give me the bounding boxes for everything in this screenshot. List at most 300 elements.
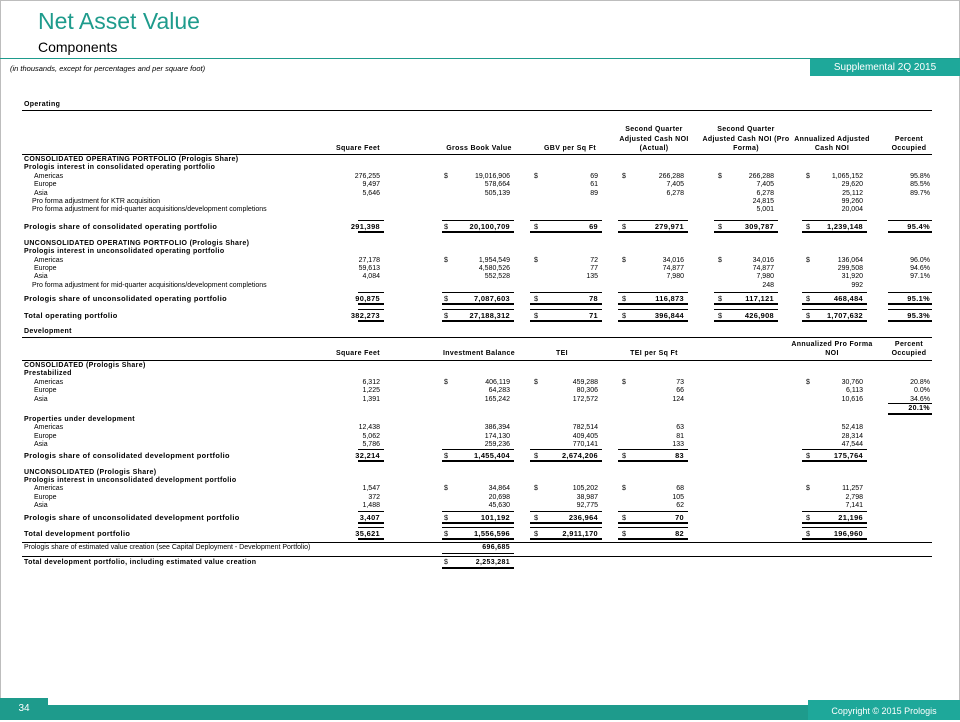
dollar-sign: $ bbox=[806, 378, 810, 386]
cell-value: 27,188,312 bbox=[469, 311, 510, 321]
cell-value: 81 bbox=[676, 432, 684, 440]
row-label: Europe bbox=[34, 387, 57, 395]
row-label: Asia bbox=[34, 441, 48, 449]
cell-value: 82 bbox=[675, 528, 684, 538]
cell-value: 1,391 bbox=[362, 395, 380, 403]
total-box bbox=[358, 511, 384, 524]
cell-value: 20,100,709 bbox=[469, 221, 510, 231]
cell-value: 12,438 bbox=[358, 424, 380, 432]
supplemental-badge: Supplemental 2Q 2015 bbox=[810, 59, 960, 76]
cell-value: 1,239,148 bbox=[826, 221, 863, 231]
dollar-sign: $ bbox=[534, 528, 539, 538]
column-header: Second Quarter Adjusted Cash NOI (Pro Forma) bbox=[702, 126, 790, 153]
section-title: Operating bbox=[24, 101, 61, 108]
table-row bbox=[22, 396, 932, 404]
total-box bbox=[530, 511, 602, 524]
total-box bbox=[358, 292, 384, 305]
cell-value: 34,016 bbox=[662, 256, 684, 264]
cell-value: 505,139 bbox=[484, 189, 510, 197]
table-row bbox=[22, 424, 932, 432]
column-header: Gross Book Value bbox=[446, 145, 512, 153]
units-note: (in thousands, except for percentages and per square foot) bbox=[10, 64, 206, 73]
cell-value: 5,001 bbox=[756, 206, 774, 214]
table-row bbox=[22, 257, 932, 265]
table-row bbox=[22, 173, 932, 181]
cell-value: 7,980 bbox=[666, 273, 684, 281]
cell-value: 2,798 bbox=[845, 493, 863, 501]
row-label: Prologis share of estimated value creation (see Capital Deployment - Development Portfolio) bbox=[24, 543, 311, 551]
cell-value: 3,407 bbox=[359, 512, 380, 522]
row-label: Asia bbox=[34, 273, 48, 281]
row-label: Prologis share of unconsolidated operating portfolio bbox=[24, 294, 227, 304]
row-label: Asia bbox=[34, 189, 48, 197]
cell-value: 80,306 bbox=[576, 387, 598, 395]
cell-value: 4,580,526 bbox=[478, 264, 510, 272]
cell-value: 7,087,603 bbox=[473, 294, 510, 304]
dollar-sign: $ bbox=[806, 172, 810, 180]
group-subheading: Prologis interest in consolidated operating portfolio bbox=[24, 164, 216, 172]
row-label: Europe bbox=[34, 181, 57, 189]
cell-value: 38,987 bbox=[576, 493, 598, 501]
cell-value: 175,764 bbox=[833, 450, 863, 460]
cell-value: 196,960 bbox=[833, 528, 863, 538]
cell-value: 259,236 bbox=[484, 441, 510, 449]
cell-value: 406,119 bbox=[485, 378, 510, 386]
dollar-sign: $ bbox=[718, 256, 722, 264]
group-heading: UNCONSOLIDATED (Prologis Share) bbox=[24, 468, 157, 476]
cell-value: 6,278 bbox=[666, 189, 684, 197]
cell-value: 19,016,906 bbox=[474, 172, 510, 180]
column-header: Annualized Pro Forma NOI bbox=[791, 340, 873, 358]
dollar-sign: $ bbox=[444, 378, 448, 386]
page-number: 34 bbox=[0, 698, 48, 720]
table-row bbox=[22, 265, 932, 273]
cell-value: 34,016 bbox=[752, 256, 774, 264]
dollar-sign: $ bbox=[806, 512, 811, 522]
cell-value: 116,873 bbox=[655, 294, 684, 304]
cell-value: 70 bbox=[675, 512, 684, 522]
cell-value: 47,544 bbox=[841, 441, 863, 449]
cell-value: 32,214 bbox=[355, 450, 380, 460]
section-title-operating bbox=[22, 100, 932, 110]
total-box bbox=[442, 527, 514, 540]
consolidated-heading bbox=[22, 156, 932, 164]
cell-value: 1,488 bbox=[362, 502, 380, 510]
dollar-sign: $ bbox=[622, 311, 627, 321]
cell-value: 992 bbox=[851, 281, 863, 289]
cell-value: 133 bbox=[672, 441, 684, 449]
dollar-sign: $ bbox=[444, 450, 449, 460]
cell-value: 117,121 bbox=[745, 294, 774, 304]
cell-value: 95.4% bbox=[907, 221, 930, 231]
total-box bbox=[714, 292, 778, 305]
page-title: Net Asset Value bbox=[38, 8, 200, 34]
table-row bbox=[22, 198, 932, 206]
cell-value: 89.7% bbox=[910, 189, 930, 197]
dollar-sign: $ bbox=[534, 221, 539, 231]
dollar-sign: $ bbox=[444, 311, 449, 321]
cell-value: 1,065,152 bbox=[831, 172, 863, 180]
total-box bbox=[802, 309, 867, 322]
table-total-row bbox=[22, 512, 932, 523]
total-box bbox=[802, 527, 867, 540]
total-box bbox=[442, 511, 514, 524]
table-row bbox=[22, 502, 932, 510]
row-label: Total development portfolio, including estimated value creation bbox=[24, 558, 257, 566]
column-header: Square Feet bbox=[336, 145, 380, 153]
row-label: Pro forma adjustment for mid-quarter acquisitions/development completions bbox=[32, 206, 267, 214]
row-label: Americas bbox=[34, 256, 64, 264]
cell-value: 64,283 bbox=[488, 387, 510, 395]
dollar-sign: $ bbox=[444, 558, 449, 566]
cell-value: 101,192 bbox=[480, 512, 510, 522]
total-box bbox=[888, 309, 932, 322]
cell-value: 426,908 bbox=[744, 311, 774, 321]
section-title: Development bbox=[24, 328, 72, 336]
cell-value: 24,815 bbox=[752, 197, 774, 205]
total-box bbox=[888, 403, 932, 415]
cell-value: 174,130 bbox=[484, 432, 510, 440]
cell-value: 372 bbox=[368, 493, 380, 501]
cell-value: 73 bbox=[676, 378, 684, 386]
cell-value: 27,178 bbox=[358, 256, 380, 264]
cell-value: 69 bbox=[589, 221, 598, 231]
cell-value: 52,418 bbox=[841, 424, 863, 432]
cell-value: 71 bbox=[589, 311, 598, 321]
total-box bbox=[530, 527, 602, 540]
cell-value: 6,113 bbox=[846, 387, 863, 395]
cell-value: 72 bbox=[590, 256, 598, 264]
dollar-sign: $ bbox=[718, 221, 723, 231]
table-row bbox=[22, 433, 932, 441]
row-label: Americas bbox=[34, 378, 64, 386]
cell-value: 29,620 bbox=[841, 181, 863, 189]
row-label: Total development portfolio bbox=[24, 528, 131, 538]
total-box bbox=[358, 449, 384, 462]
table-total-row bbox=[22, 528, 932, 539]
spacer bbox=[22, 461, 932, 469]
cell-value: 92,775 bbox=[576, 502, 598, 510]
cell-value: 94.6% bbox=[910, 264, 930, 272]
cell-value: 105 bbox=[672, 493, 684, 501]
cell-value: 35,621 bbox=[355, 528, 380, 538]
spacer bbox=[22, 232, 932, 240]
dollar-sign: $ bbox=[534, 256, 538, 264]
cell-value: 7,141 bbox=[845, 502, 863, 510]
total-box bbox=[442, 556, 514, 569]
cell-value: 578,664 bbox=[484, 181, 510, 189]
cell-value: 21,196 bbox=[838, 512, 863, 522]
row-label: Pro forma adjustment for KTR acquisition bbox=[32, 197, 160, 205]
cell-value: 61 bbox=[590, 181, 598, 189]
total-box bbox=[358, 220, 384, 233]
row-label: Prologis share of consolidated operating portfolio bbox=[24, 221, 218, 231]
cell-value: 96.0% bbox=[910, 256, 930, 264]
total-box bbox=[442, 220, 514, 233]
dollar-sign: $ bbox=[444, 528, 449, 538]
table-row bbox=[22, 379, 932, 387]
dollar-sign: $ bbox=[622, 294, 627, 304]
cell-value: 266,288 bbox=[748, 172, 774, 180]
cell-value: 90,875 bbox=[355, 294, 380, 304]
cell-value: 105,202 bbox=[572, 485, 598, 493]
dollar-sign: $ bbox=[534, 294, 539, 304]
total-box bbox=[530, 309, 602, 322]
group-subheading: Properties under development bbox=[24, 416, 135, 424]
dollar-sign: $ bbox=[444, 512, 449, 522]
table-row bbox=[22, 387, 932, 395]
cell-value: 25,112 bbox=[842, 189, 863, 197]
row-label: Americas bbox=[34, 424, 64, 432]
cell-value: 782,514 bbox=[572, 424, 598, 432]
cell-value: 6,312 bbox=[362, 378, 380, 386]
total-box bbox=[618, 292, 688, 305]
cell-value: 59,613 bbox=[358, 264, 380, 272]
cell-value: 124 bbox=[672, 395, 684, 403]
dollar-sign: $ bbox=[444, 172, 448, 180]
dollar-sign: $ bbox=[806, 221, 811, 231]
row-label: Americas bbox=[34, 172, 64, 180]
table-total-row bbox=[22, 310, 932, 321]
column-header: Square Feet bbox=[336, 350, 380, 358]
cell-value: 7,405 bbox=[756, 181, 774, 189]
cell-value: 10,616 bbox=[841, 395, 863, 403]
total-box bbox=[618, 511, 688, 524]
dollar-sign: $ bbox=[622, 450, 627, 460]
column-header: Second Quarter Adjusted Cash NOI (Actual) bbox=[619, 126, 689, 153]
cell-value: 248 bbox=[762, 281, 774, 289]
cell-value: 7,405 bbox=[666, 181, 684, 189]
dollar-sign: $ bbox=[718, 294, 723, 304]
table-row bbox=[22, 273, 932, 281]
cell-value: 34.6% bbox=[910, 395, 930, 403]
dollar-sign: $ bbox=[622, 221, 627, 231]
row-label: Asia bbox=[34, 395, 48, 403]
dollar-sign: $ bbox=[534, 512, 539, 522]
dev-unconsolidated-heading bbox=[22, 469, 932, 477]
cell-value: 85.5% bbox=[910, 181, 930, 189]
dollar-sign: $ bbox=[806, 528, 811, 538]
cell-value: 1,707,632 bbox=[826, 311, 863, 321]
cell-value: 409,405 bbox=[572, 432, 598, 440]
total-box bbox=[714, 309, 778, 322]
cell-value: 68 bbox=[676, 485, 684, 493]
group-heading: CONSOLIDATED OPERATING PORTFOLIO (Prologis Share) bbox=[24, 156, 239, 163]
table-total-row bbox=[22, 221, 932, 232]
cell-value: 7,980 bbox=[756, 273, 774, 281]
table-row bbox=[22, 206, 932, 214]
cell-value: 31,920 bbox=[841, 273, 863, 281]
cell-value: 135 bbox=[586, 273, 598, 281]
cell-value: 236,964 bbox=[568, 512, 598, 522]
cell-value: 165,242 bbox=[484, 395, 510, 403]
total-box bbox=[530, 292, 602, 305]
table-total-row bbox=[22, 293, 932, 304]
cell-value: 1,954,549 bbox=[478, 256, 510, 264]
dollar-sign: $ bbox=[718, 311, 723, 321]
consolidated-subheading bbox=[22, 164, 932, 172]
unconsolidated-heading bbox=[22, 240, 932, 248]
total-box bbox=[802, 511, 867, 524]
cell-value: 4,084 bbox=[362, 273, 380, 281]
total-box bbox=[530, 449, 602, 462]
total-box bbox=[802, 220, 867, 233]
table-total-row bbox=[22, 450, 932, 461]
cell-value: 74,877 bbox=[662, 264, 684, 272]
dollar-sign: $ bbox=[806, 450, 811, 460]
group-subheading: Prologis interest in unconsolidated operating portfolio bbox=[24, 248, 225, 256]
value-creation-row bbox=[22, 542, 932, 553]
prestab-percent-row bbox=[22, 404, 932, 413]
total-box bbox=[358, 527, 384, 540]
cell-value: 172,572 bbox=[572, 395, 598, 403]
cell-value: 1,547 bbox=[362, 485, 380, 493]
cell-value: 95.8% bbox=[910, 172, 930, 180]
dollar-sign: $ bbox=[534, 172, 538, 180]
cell-value: 99,260 bbox=[841, 197, 863, 205]
cell-value: 299,508 bbox=[837, 264, 863, 272]
cell-value: 5,062 bbox=[362, 432, 380, 440]
dollar-sign: $ bbox=[718, 172, 722, 180]
cell-value: 69 bbox=[590, 172, 598, 180]
cell-value: 95.3% bbox=[907, 311, 930, 321]
dollar-sign: $ bbox=[444, 256, 448, 264]
total-box bbox=[618, 220, 688, 233]
dollar-sign: $ bbox=[622, 528, 627, 538]
copyright-notice: Copyright © 2015 Prologis bbox=[808, 700, 960, 720]
dollar-sign: $ bbox=[622, 172, 626, 180]
cell-value: 136,064 bbox=[837, 256, 863, 264]
row-label: Europe bbox=[34, 493, 57, 501]
rule bbox=[22, 154, 932, 155]
row-label: Europe bbox=[34, 432, 57, 440]
cell-value: 83 bbox=[675, 450, 684, 460]
pud-heading bbox=[22, 416, 932, 424]
total-box bbox=[618, 449, 688, 462]
nav-table bbox=[22, 100, 932, 568]
cell-value: 279,971 bbox=[654, 221, 684, 231]
cell-value: 95.1% bbox=[907, 294, 930, 304]
cell-value: 696,685 bbox=[482, 543, 510, 551]
cell-value: 2,674,206 bbox=[561, 450, 598, 460]
cell-value: 1,556,596 bbox=[473, 528, 510, 538]
cell-value: 5,646 bbox=[362, 189, 380, 197]
row-label: Americas bbox=[34, 485, 64, 493]
column-header: TEI per Sq Ft bbox=[630, 350, 678, 358]
table-row bbox=[22, 181, 932, 189]
cell-value: 20,004 bbox=[841, 206, 863, 214]
cell-value: 5,786 bbox=[362, 441, 380, 449]
total-box bbox=[802, 292, 867, 305]
row-label: Total operating portfolio bbox=[24, 311, 118, 321]
column-header: GBV per Sq Ft bbox=[544, 145, 596, 153]
table-row bbox=[22, 190, 932, 198]
cell-value: 77 bbox=[590, 264, 598, 272]
total-box bbox=[714, 220, 778, 233]
dollar-sign: $ bbox=[622, 512, 627, 522]
total-box bbox=[442, 449, 514, 462]
cell-value: 6,278 bbox=[756, 189, 774, 197]
operating-header bbox=[22, 110, 932, 154]
cell-value: 552,528 bbox=[484, 273, 510, 281]
dollar-sign: $ bbox=[534, 450, 539, 460]
cell-value: 770,141 bbox=[572, 441, 598, 449]
dollar-sign: $ bbox=[444, 294, 449, 304]
cell-value: 74,877 bbox=[752, 264, 774, 272]
column-header: Annualized Adjusted Cash NOI bbox=[794, 135, 870, 153]
cell-value: 66 bbox=[676, 387, 684, 395]
dollar-sign: $ bbox=[622, 485, 626, 493]
cell-value: 78 bbox=[589, 294, 598, 304]
dollar-sign: $ bbox=[534, 311, 539, 321]
cell-value: 97.1% bbox=[910, 273, 930, 281]
group-subheading: Prologis interest in unconsolidated development portfolio bbox=[24, 476, 237, 484]
cell-value: 1,225 bbox=[362, 387, 380, 395]
total-with-vc-row bbox=[22, 556, 932, 568]
column-header: Percent Occupied bbox=[891, 135, 927, 153]
dollar-sign: $ bbox=[444, 221, 449, 231]
column-header: Percent Occupied bbox=[891, 340, 927, 358]
table-row bbox=[22, 494, 932, 502]
dollar-sign: $ bbox=[806, 485, 810, 493]
cell-value: 309,787 bbox=[744, 221, 774, 231]
section-title-development bbox=[22, 327, 932, 337]
dollar-sign: $ bbox=[534, 485, 538, 493]
cell-value: 459,288 bbox=[572, 378, 598, 386]
cell-value: 396,844 bbox=[654, 311, 684, 321]
cell-value: 266,288 bbox=[658, 172, 684, 180]
unconsolidated-subheading bbox=[22, 248, 932, 256]
cell-value: 1,455,404 bbox=[473, 450, 510, 460]
dollar-sign: $ bbox=[622, 256, 626, 264]
cell-value: 89 bbox=[590, 189, 598, 197]
cell-value: 30,760 bbox=[841, 378, 863, 386]
cell-value: 45,630 bbox=[488, 502, 510, 510]
row-label: Europe bbox=[34, 264, 57, 272]
row-label: Asia bbox=[34, 502, 48, 510]
dev-consolidated-heading bbox=[22, 362, 932, 370]
dollar-sign: $ bbox=[806, 294, 811, 304]
total-box bbox=[358, 309, 384, 322]
dev-unconsolidated-sub bbox=[22, 477, 932, 485]
group-heading: UNCONSOLIDATED OPERATING PORTFOLIO (Prologis Share) bbox=[24, 239, 250, 247]
cell-value: 2,253,281 bbox=[475, 558, 510, 566]
group-heading: CONSOLIDATED (Prologis Share) bbox=[24, 362, 146, 370]
cell-value: 28,314 bbox=[841, 432, 863, 440]
cell-value: 9,497 bbox=[362, 181, 380, 189]
row-label: Pro forma adjustment for mid-quarter acquisitions/development completions bbox=[32, 281, 267, 289]
dollar-sign: $ bbox=[622, 378, 626, 386]
total-box bbox=[618, 527, 688, 540]
cell-value: 276,255 bbox=[354, 172, 380, 180]
cell-value: 2,911,170 bbox=[562, 528, 598, 538]
total-box bbox=[442, 309, 514, 322]
total-box bbox=[530, 220, 602, 233]
cell-value: 11,257 bbox=[842, 485, 863, 493]
total-box bbox=[618, 309, 688, 322]
table-row bbox=[22, 485, 932, 493]
total-box bbox=[802, 449, 867, 462]
development-header bbox=[22, 337, 932, 361]
cell-value: 63 bbox=[676, 424, 684, 432]
dollar-sign: $ bbox=[444, 485, 448, 493]
cell-value: 291,398 bbox=[350, 221, 380, 231]
cell-value: 20.8% bbox=[910, 378, 930, 386]
cell-value: 62 bbox=[676, 502, 684, 510]
prestab-heading bbox=[22, 370, 932, 378]
page-subtitle: Components bbox=[38, 39, 118, 55]
dollar-sign: $ bbox=[806, 311, 811, 321]
